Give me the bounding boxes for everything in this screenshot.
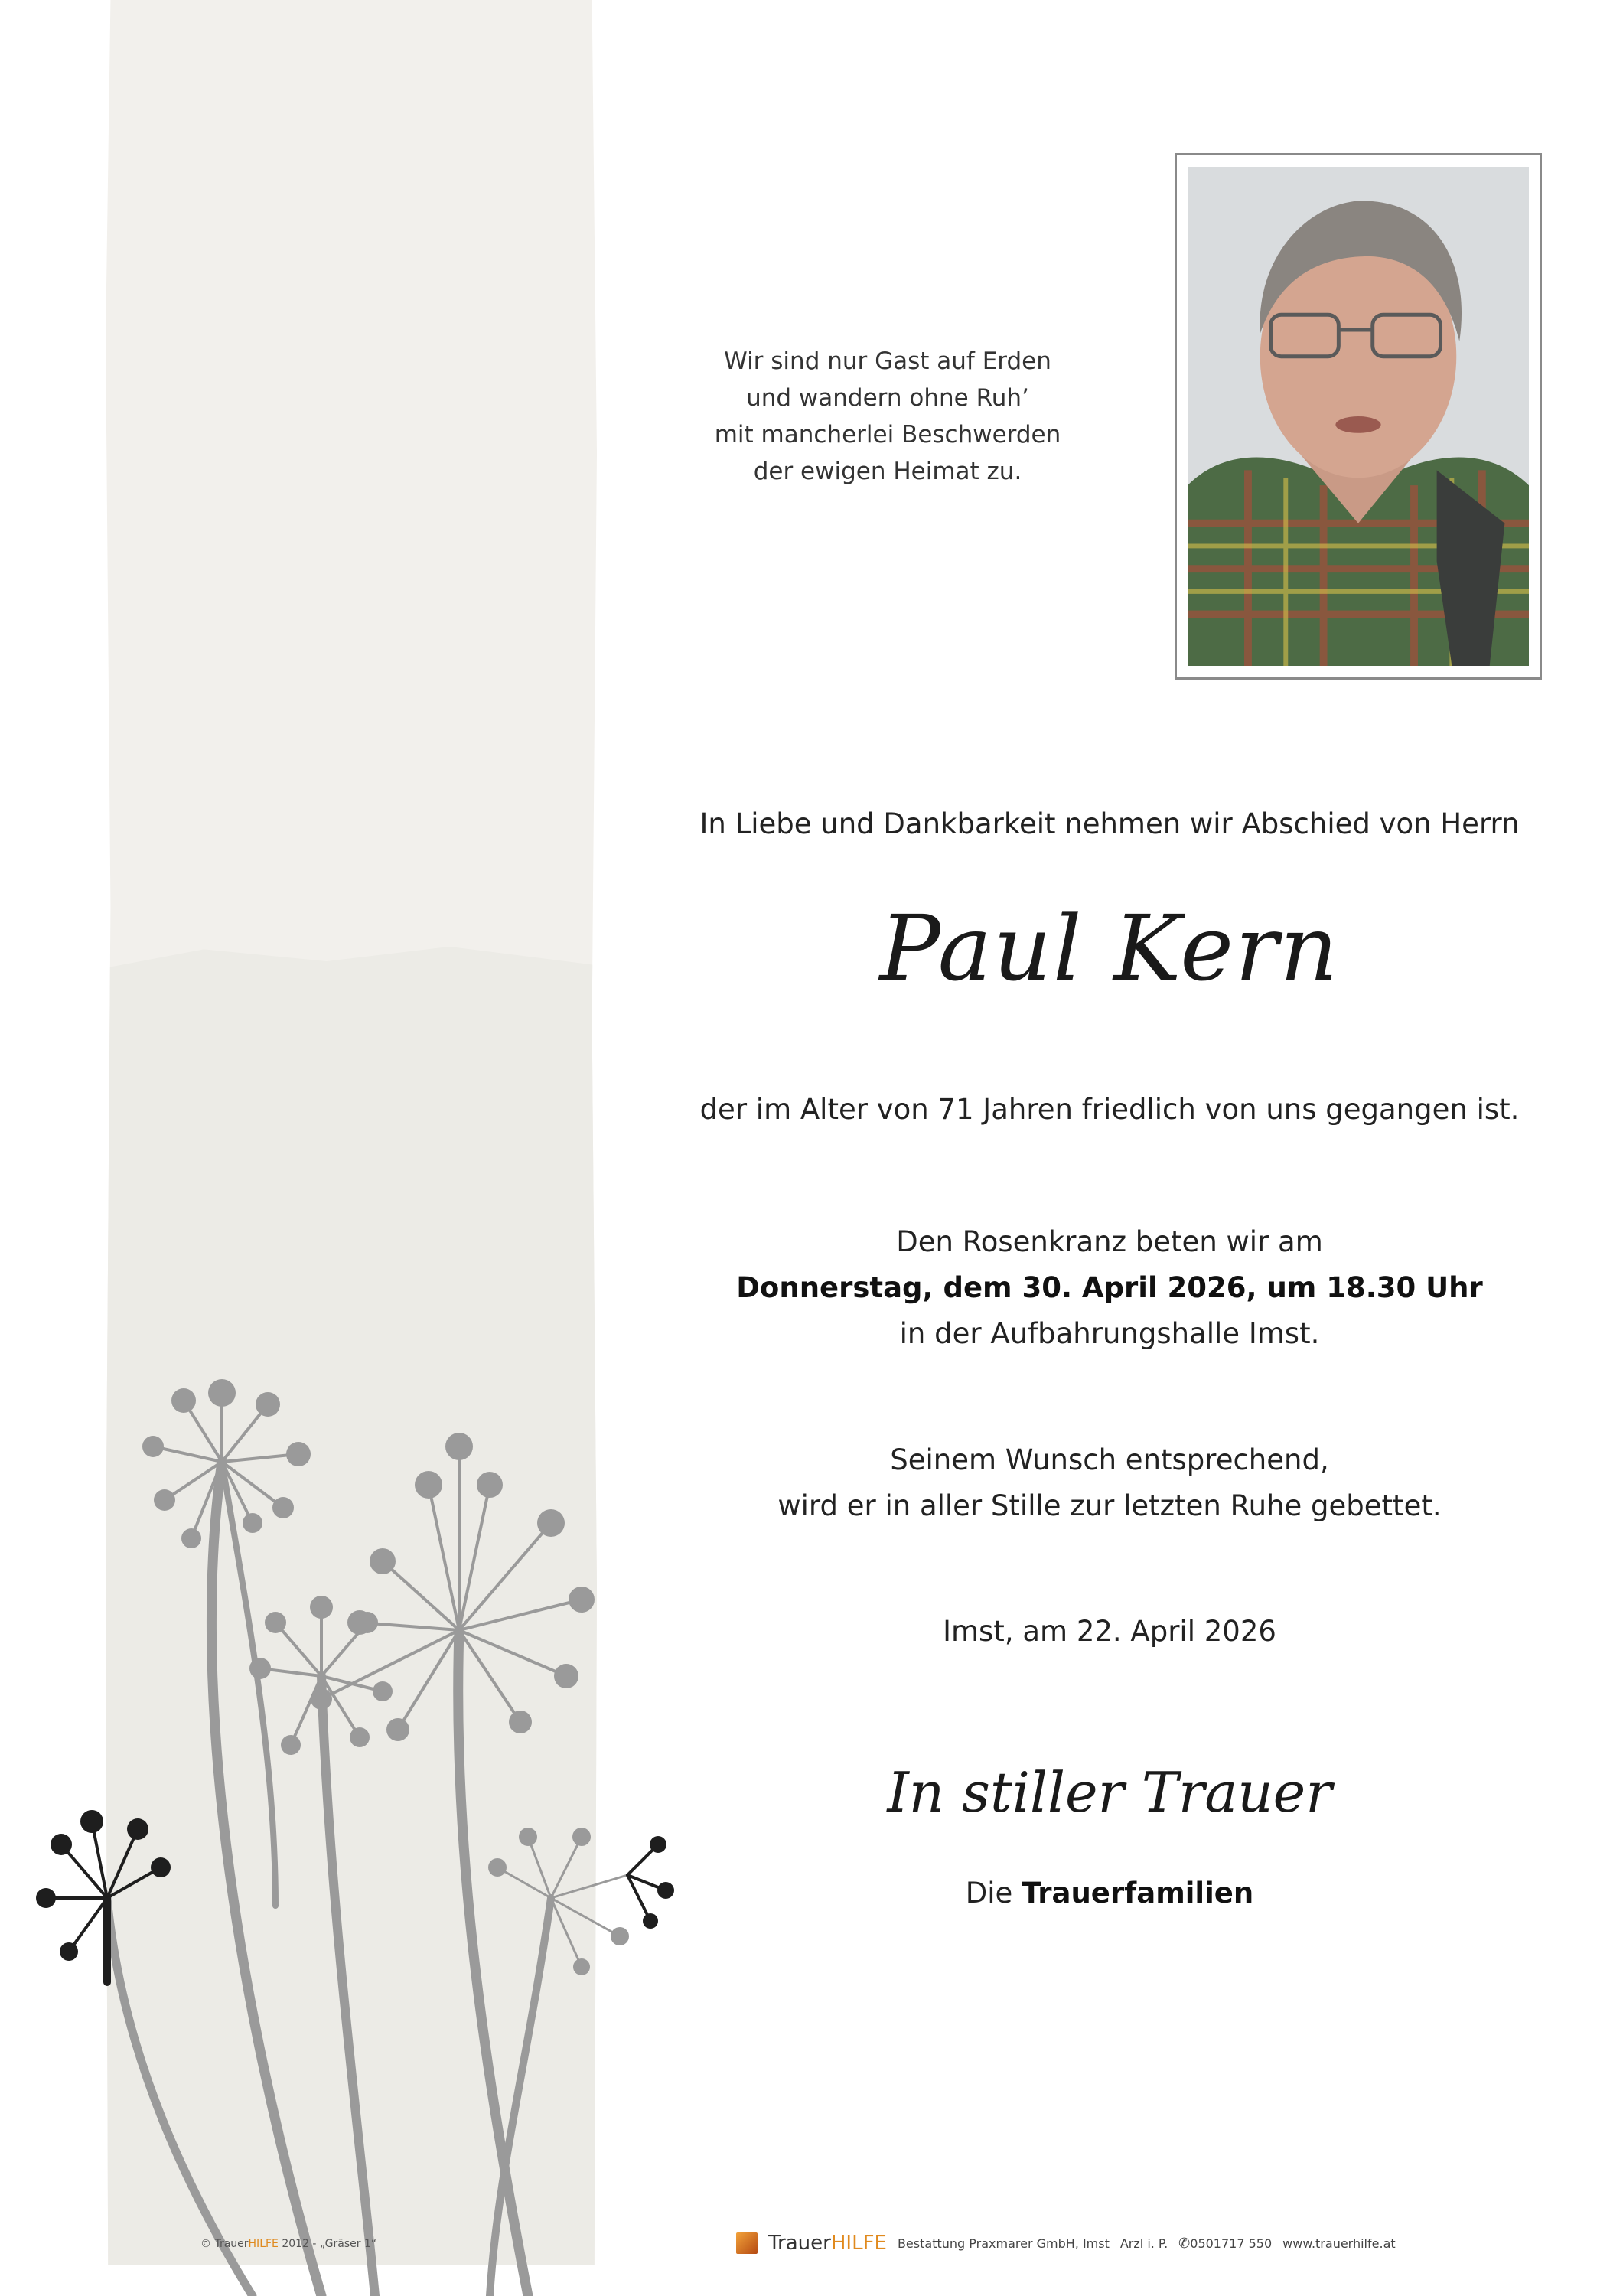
copyright-suffix: 2012 - „Gräser 1“: [278, 2238, 377, 2250]
poem-line: mit mancherlei Beschwerden: [714, 421, 1061, 448]
phone-icon: ✆: [1178, 2235, 1191, 2252]
deceased-name: Paul Kern: [879, 895, 1340, 1001]
place-date: Imst, am 22. April 2026: [943, 1615, 1276, 1648]
copyright-note: [200, 2238, 376, 2250]
wish-line: wird er in aller Stille zur letzten Ruhe gebettet.: [777, 1489, 1442, 1522]
footer-phone-number: 0501717 550: [1190, 2236, 1273, 2251]
wish-line: Seinem Wunsch entsprechend,: [890, 1443, 1329, 1476]
poem-line: Wir sind nur Gast auf Erden: [724, 347, 1051, 375]
family-signature: [658, 1877, 1561, 1910]
rosary-location: in der Aufbahrungshalle Imst.: [899, 1317, 1320, 1350]
rosary-info: [658, 1219, 1561, 1357]
footer: [736, 2229, 1396, 2257]
footer-brand-text: Trauer: [768, 2232, 831, 2255]
rosary-line: Den Rosenkranz beten wir am: [896, 1225, 1323, 1258]
footer-company: Bestattung Praxmarer GmbH, Imst: [897, 2236, 1110, 2251]
footer-website[interactable]: www.trauerhilfe.at: [1282, 2236, 1396, 2251]
copyright-prefix: © Trauer: [200, 2238, 249, 2250]
copyright-brand: HILFE: [248, 2238, 279, 2250]
portrait-photo: [1188, 167, 1529, 666]
poem-line: der ewigen Heimat zu.: [753, 458, 1022, 485]
intro-text: In Liebe und Dankbarkeit nehmen wir Abschied von Herrn: [699, 807, 1520, 840]
footer-brand: [768, 2232, 887, 2255]
rosary-datetime: Donnerstag, dem 30. April 2026, um 18.30 Uhr: [736, 1271, 1483, 1304]
logo-mark: [736, 2232, 758, 2254]
footer-phone: [1178, 2236, 1272, 2252]
family-prefix: Die: [965, 1877, 1013, 1910]
footer-brand-highlight: HILFE: [830, 2232, 887, 2255]
burial-wish: [658, 1437, 1561, 1529]
poem-line: und wandern ohne Ruh’: [746, 384, 1029, 412]
family-name: Trauerfamilien: [1022, 1877, 1254, 1910]
footer-place: Arzl i. P.: [1119, 2236, 1168, 2251]
poem-quote: [643, 343, 1133, 490]
mourning-heading: In stiller Trauer: [887, 1760, 1332, 1825]
flower-illustration: [0, 1370, 689, 2296]
portrait-frame: [1175, 153, 1542, 680]
age-text: der im Alter von 71 Jahren friedlich von uns gegangen ist.: [699, 1093, 1520, 1126]
